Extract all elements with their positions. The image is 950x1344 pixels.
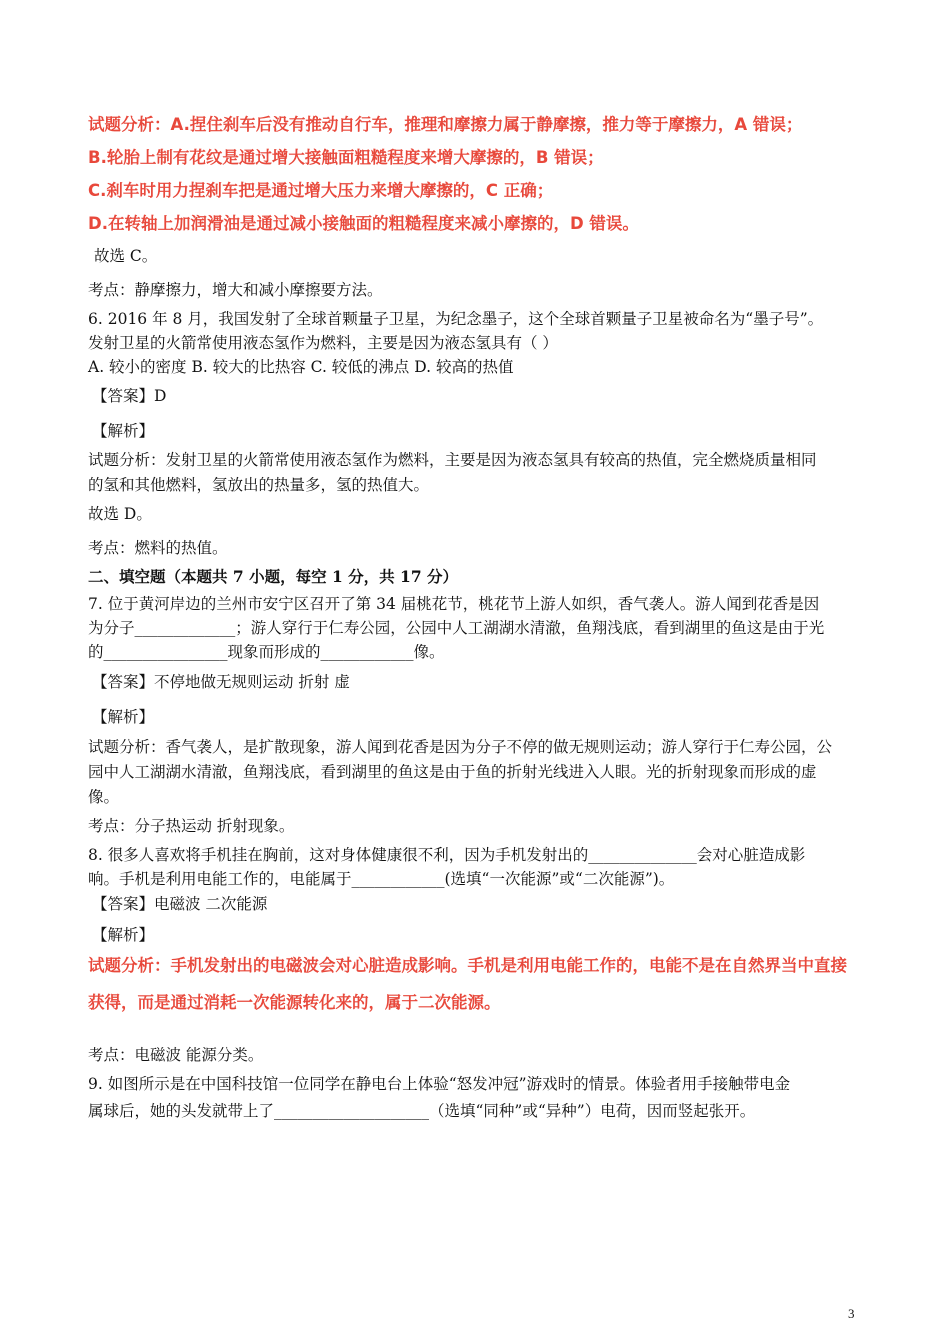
section-title: 二、填空题（本题共 7 小题，每空 1 分，共 17 分）	[88, 567, 459, 586]
q8-point: 考点：电磁波 能源分类。	[88, 1046, 264, 1064]
q8-answer: 【答案】电磁波 二次能源	[92, 895, 268, 913]
q7-analysis-head: 【解析】	[92, 708, 155, 726]
q8-analysis-line-1: 试题分析：手机发射出的电磁波会对心脏造成影响。手机是利用电能工作的，电能不是在自然界当中直接	[88, 956, 847, 975]
q5-choose: 故选 C。	[94, 247, 158, 265]
q7-analysis-1: 试题分析：香气袭人，是扩散现象，游人闻到花香是因为分子不停的做无规则运动；游人穿行于仁寿公园，公	[88, 738, 833, 756]
q6-analysis-1: 试题分析：发射卫星的火箭常使用液态氢作为燃料，主要是因为液态氢具有较高的热值，完全燃烧质量相同	[88, 451, 817, 469]
q6-point: 考点：燃料的热值。	[88, 539, 228, 557]
q8-stem-2: 响。手机是利用电能工作的，电能属于____________(选填“一次能源”或“二次能源”)。	[88, 870, 675, 888]
q7-point: 考点：分子热运动 折射现象。	[88, 817, 295, 835]
q5-analysis-line-a: 试题分析：A.捏住刹车后没有推动自行车，推理和摩擦力属于静摩擦，推力等于摩擦力，A 错误；	[88, 115, 803, 134]
q7-stem-1: 7. 位于黄河岸边的兰州市安宁区召开了第 34 届桃花节，桃花节上游人如织，香气袭人。游人闻到花香是因	[88, 595, 820, 613]
q7-stem-2: 为分子_____________；游人穿行于仁寿公园，公园中人工湖湖水清澈，鱼翔浅底，看到湖里的鱼这是由于光	[88, 619, 825, 637]
page-number: 3	[848, 1306, 855, 1321]
q8-analysis-line-2: 获得，而是通过消耗一次能源转化来的，属于二次能源。	[88, 993, 501, 1012]
q5-analysis-line-c: C.刹车时用力捏刹车把是通过增大压力来增大摩擦的，C 正确；	[88, 181, 554, 200]
q6-stem-1: 6. 2016 年 8 月，我国发射了全球首颗量子卫星，为纪念墨子，这个全球首颗量子卫星被命名为“墨子号”。	[88, 310, 824, 328]
q5-analysis-line-b: B.轮胎上制有花纹是通过增大接触面粗糙程度来增大摩擦的，B 错误；	[88, 148, 604, 167]
q6-analysis-head: 【解析】	[92, 422, 155, 440]
q5-analysis-line-d: D.在转轴上加润滑油是通过减小接触面的粗糙程度来减小摩擦的，D 错误。	[88, 214, 639, 233]
q5-point: 考点：静摩擦力，增大和减小摩擦要方法。	[88, 281, 383, 299]
q7-analysis-2: 园中人工湖湖水清澈，鱼翔浅底，看到湖里的鱼这是由于鱼的折射光线进入人眼。光的折射现象而形成的虚	[88, 763, 817, 781]
q6-answer: 【答案】D	[92, 387, 167, 405]
q6-stem-2: 发射卫星的火箭常使用液态氢作为燃料，主要是因为液态氢具有（ ）	[88, 334, 558, 352]
q6-analysis-2: 的氢和其他燃料，氢放出的热量多，氢的热值大。	[88, 476, 430, 494]
q9-stem-2: 属球后，她的头发就带上了____________________（选填“同种”或“异种”）电荷，因而竖起张开。	[88, 1102, 756, 1120]
q8-stem-1: 8. 很多人喜欢将手机挂在胸前，这对身体健康很不利，因为手机发射出的______________会对心脏造成影	[88, 846, 806, 864]
q6-options: A. 较小的密度 B. 较大的比热容 C. 较低的沸点 D. 较高的热值	[88, 358, 514, 376]
q7-answer: 【答案】不停地做无规则运动 折射 虚	[92, 673, 350, 691]
q7-stem-3: 的________________现象而形成的____________像。	[88, 643, 445, 661]
q7-analysis-3: 像。	[88, 788, 120, 806]
q8-analysis-head: 【解析】	[92, 926, 155, 944]
q6-choose: 故选 D。	[88, 505, 152, 523]
q9-stem-1: 9. 如图所示是在中国科技馆一位同学在静电台上体验“怒发冲冠”游戏时的情景。体验者用手接触带电金	[88, 1075, 791, 1093]
